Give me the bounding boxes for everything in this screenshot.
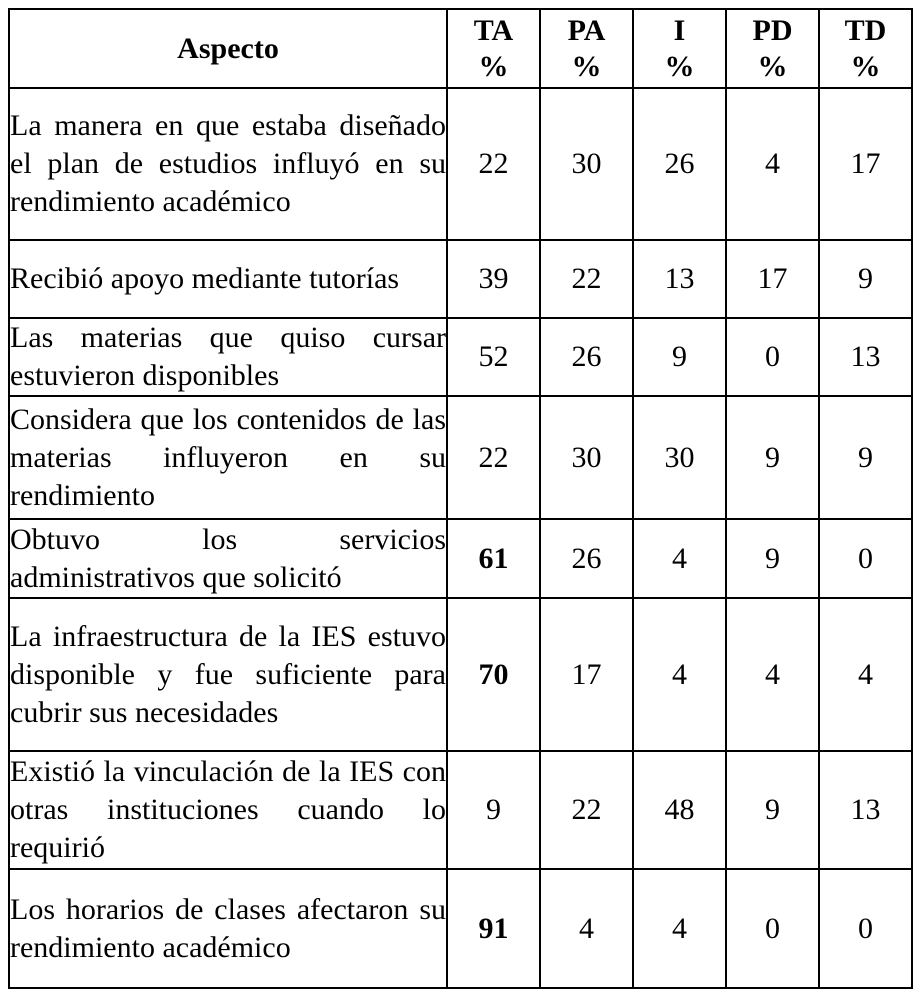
pd-cell: 17 (726, 240, 819, 318)
aspect-cell: La manera en que estaba diseñado el plan de estudios influyó en su rendimiento académico (9, 88, 447, 240)
ta-cell: 61 (447, 519, 540, 598)
pa-cell: 22 (540, 240, 633, 318)
pd-cell: 4 (726, 88, 819, 240)
header-pd (726, 9, 819, 88)
survey-results-table (8, 8, 913, 989)
ta-cell: 22 (447, 396, 540, 519)
aspect-cell: Existió la vinculación de la IES con otras instituciones cuando lo requirió (9, 751, 447, 869)
i-cell: 4 (633, 598, 726, 751)
header-ta-label: TA (473, 13, 514, 47)
header-pa (540, 9, 633, 88)
header-row (9, 9, 912, 88)
header-td (819, 9, 912, 88)
header-ta (447, 9, 540, 88)
table-row (9, 240, 912, 318)
td-cell: 17 (819, 88, 912, 240)
header-pd-unit: % (757, 49, 788, 83)
i-cell: 26 (633, 88, 726, 240)
header-pa-label: PA (567, 13, 606, 47)
td-cell: 0 (819, 519, 912, 598)
pa-cell: 17 (540, 598, 633, 751)
pa-cell: 26 (540, 519, 633, 598)
td-cell: 9 (819, 396, 912, 519)
ta-cell: 52 (447, 318, 540, 396)
table-row (9, 318, 912, 396)
td-cell: 13 (819, 751, 912, 869)
td-cell: 0 (819, 869, 912, 988)
aspect-cell: Obtuvo los servicios administrativos que solicitó (9, 519, 447, 598)
i-cell: 4 (633, 869, 726, 988)
pd-cell: 9 (726, 519, 819, 598)
td-cell: 9 (819, 240, 912, 318)
ta-cell: 91 (447, 869, 540, 988)
header-pd-label: PD (752, 13, 793, 47)
pd-cell: 9 (726, 751, 819, 869)
pa-cell: 26 (540, 318, 633, 396)
td-cell: 13 (819, 318, 912, 396)
aspect-cell: Recibió apoyo mediante tutorías (9, 240, 447, 318)
i-cell: 9 (633, 318, 726, 396)
pa-cell: 22 (540, 751, 633, 869)
table-row (9, 396, 912, 519)
header-i (633, 9, 726, 88)
pa-cell: 4 (540, 869, 633, 988)
i-cell: 48 (633, 751, 726, 869)
i-cell: 4 (633, 519, 726, 598)
table-row (9, 519, 912, 598)
ta-cell: 39 (447, 240, 540, 318)
header-i-label: I (673, 13, 686, 47)
header-td-label: TD (844, 13, 887, 47)
header-aspect (9, 9, 447, 88)
pa-cell: 30 (540, 396, 633, 519)
ta-cell: 70 (447, 598, 540, 751)
header-i-unit: % (664, 49, 695, 83)
aspect-cell: La infraestructura de la IES estuvo disponible y fue suficiente para cubrir sus necesidades (9, 598, 447, 751)
ta-cell: 9 (447, 751, 540, 869)
header-td-unit: % (850, 49, 881, 83)
table-row (9, 751, 912, 869)
table-row (9, 598, 912, 751)
table-row (9, 869, 912, 988)
pd-cell: 9 (726, 396, 819, 519)
i-cell: 30 (633, 396, 726, 519)
header-pa-unit: % (571, 49, 602, 83)
pd-cell: 0 (726, 318, 819, 396)
ta-cell: 22 (447, 88, 540, 240)
pd-cell: 4 (726, 598, 819, 751)
aspect-cell: Los horarios de clases afectaron su rendimiento académico (9, 869, 447, 988)
header-ta-unit: % (478, 49, 509, 83)
header-aspect-label: Aspecto (177, 31, 279, 65)
i-cell: 13 (633, 240, 726, 318)
aspect-cell: Considera que los contenidos de las materias influyeron en su rendimiento (9, 396, 447, 519)
table-row (9, 88, 912, 240)
pa-cell: 30 (540, 88, 633, 240)
td-cell: 4 (819, 598, 912, 751)
pd-cell: 0 (726, 869, 819, 988)
aspect-cell: Las materias que quiso cursar estuvieron disponibles (9, 318, 447, 396)
